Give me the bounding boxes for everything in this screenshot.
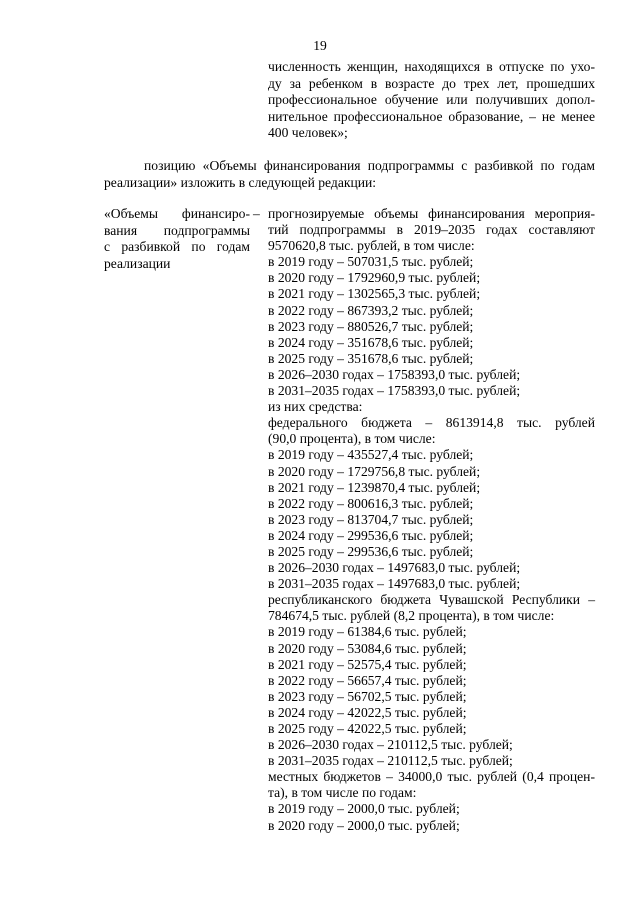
paragraph-line: численность женщин, находящихся в отпуске по ухо- [268, 59, 595, 74]
value-line: (90,0 процента), в том числе: [268, 431, 436, 447]
value-line: федерального бюджета – 8613914,8 тыс. рублей [268, 415, 595, 431]
value-line: в 2025 году – 42022,5 тыс. рублей; [268, 721, 467, 736]
value-line: в 2024 году – 351678,6 тыс. рублей; [268, 334, 474, 350]
value-line: в 2022 году – 800616,3 тыс. рублей; [268, 495, 474, 511]
value-line: в 2024 году – 42022,5 тыс. рублей; [268, 704, 467, 720]
value-line: в 2021 году – 1239870,4 тыс. рублей; [268, 479, 481, 495]
value-line: в 2020 году – 53084,6 тыс. рублей; [268, 640, 467, 656]
intro-paragraph [104, 158, 595, 191]
value-line: в 2019 году – 2000,0 тыс. рублей; [268, 801, 460, 817]
value-line: в 2025 году – 299536,6 тыс. рублей; [268, 543, 474, 559]
value-line: в 2023 году – 56702,5 тыс. рублей; [268, 688, 467, 704]
paragraph-line: профессиональное обучение или получивших допол- [268, 92, 595, 108]
continued-paragraph [268, 59, 595, 142]
table-label-cell [104, 206, 250, 272]
value-line: прогнозируемые объемы финансирования мероприя- [268, 206, 595, 221]
value-line: в 2026–2030 годах – 1497683,0 тыс. рублей; [268, 560, 521, 576]
value-line: в 2019 году – 435527,4 тыс. рублей; [268, 447, 474, 463]
table-value-cell [268, 206, 595, 834]
value-line: в 2023 году – 880526,7 тыс. рублей; [268, 318, 474, 334]
paragraph-line: 400 человек»; [268, 125, 348, 141]
label-line: с разбивкой по годам [104, 239, 250, 255]
value-line: в 2026–2030 годах – 210112,5 тыс. рублей; [268, 737, 513, 753]
value-line: в 2022 году – 56657,4 тыс. рублей; [268, 672, 467, 688]
value-line: в 2025 году – 351678,6 тыс. рублей; [268, 350, 474, 366]
value-line: из них средства: [268, 399, 363, 415]
value-line: в 2020 году – 1729756,8 тыс. рублей; [268, 463, 481, 479]
label-line: «Объемы финансиро- [104, 206, 250, 221]
value-line: в 2019 году – 507031,5 тыс. рублей; [268, 254, 474, 270]
label-line: реализации [104, 255, 171, 271]
value-line: в 2021 году – 52575,4 тыс. рублей; [268, 656, 467, 672]
value-line: в 2024 году – 299536,6 тыс. рублей; [268, 527, 474, 543]
value-line: 9570620,8 тыс. рублей, в том числе: [268, 238, 475, 254]
value-line: в 2021 году – 1302565,3 тыс. рублей; [268, 286, 481, 302]
value-line: в 2019 году – 61384,6 тыс. рублей; [268, 624, 467, 640]
value-line: в 2022 году – 867393,2 тыс. рублей; [268, 302, 474, 318]
value-line: в 2023 году – 813704,7 тыс. рублей; [268, 511, 474, 527]
table-dash: – [253, 206, 260, 221]
value-line: в 2026–2030 годах – 1758393,0 тыс. рублей; [268, 366, 521, 382]
paragraph-line: ду за ребенком в возрасте до трех лет, прошедших [268, 75, 595, 91]
value-line: тий подпрограммы в 2019–2035 годах составляют [268, 222, 595, 238]
intro-line: позицию «Объемы финансирования подпрограммы с разбивкой по годам [144, 158, 595, 173]
value-line: в 2031–2035 годах – 1758393,0 тыс. рублей; [268, 383, 521, 399]
intro-line: реализации» изложить в следующей редакции: [104, 174, 377, 190]
paragraph-line: нительное профессиональное образование, – не менее [268, 108, 595, 124]
value-line: в 2020 году – 1792960,9 тыс. рублей; [268, 270, 481, 286]
value-line: 784674,5 тыс. рублей (8,2 процента), в том числе: [268, 608, 555, 624]
value-line: республиканского бюджета Чувашской Республики – [268, 592, 595, 608]
value-line: местных бюджетов – 34000,0 тыс. рублей (0,4 процен- [268, 769, 595, 785]
page-number: 19 [313, 38, 327, 53]
value-line: в 2031–2035 годах – 210112,5 тыс. рублей; [268, 753, 513, 769]
label-line: вания подпрограммы [104, 222, 250, 238]
value-line: та), в том числе по годам: [268, 785, 417, 801]
value-line: в 2020 году – 2000,0 тыс. рублей; [268, 817, 460, 833]
value-line: в 2031–2035 годах – 1497683,0 тыс. рублей; [268, 576, 521, 592]
